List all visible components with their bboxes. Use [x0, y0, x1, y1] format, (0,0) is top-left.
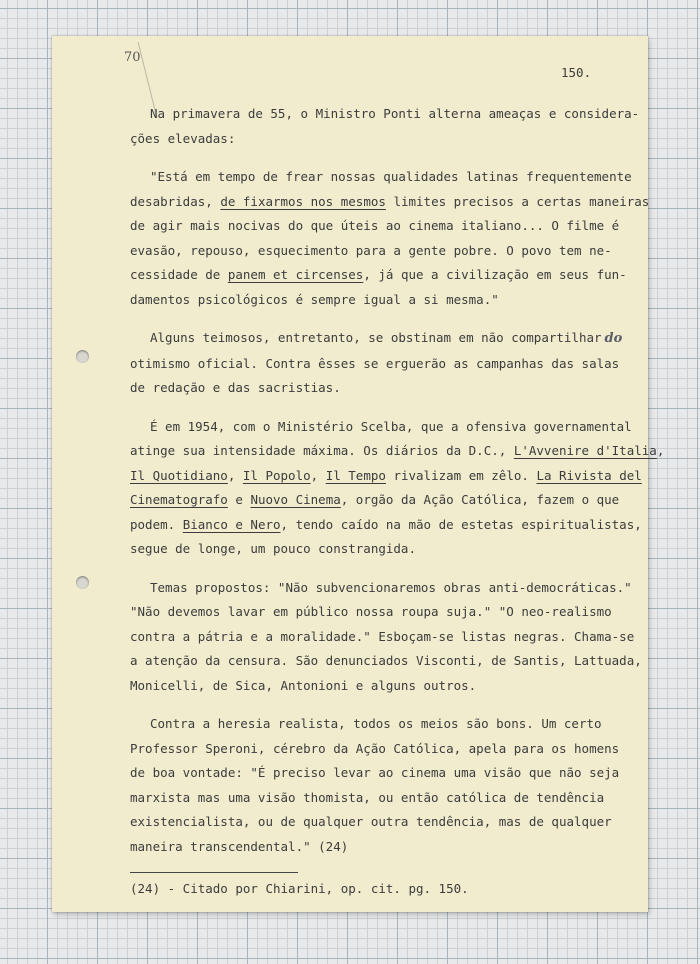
footnote-separator — [130, 872, 298, 873]
paragraph-5: Contra a heresia realista, todos os meios são bons. Um certo Professor Speroni, cérebro da Ação Católica, apela para os homens de boa vontade: "É preciso levar ao cinema uma visão que não seja marxista mas uma visão thomista, ou então católica de tendência existencialista, ou de qualquer outra tendência, mas de qualquer maneira transcendental." (24) — [130, 716, 620, 854]
handwritten-correction: do — [604, 331, 623, 346]
typed-page-number: 150. — [561, 65, 592, 80]
paragraph-3: É em 1954, com o Ministério Scelba, que a ofensiva governamental atinge sua intensidade máxima. Os diários da D.C., L'Avvenire d'Italia, Il Quotidiano, Il Popolo, Il Tempo rivalizam em zêlo. La Rivista del Cinematografo e Nuovo Cinema, orgão da Ação Católica, fazem o que podem. Bianco e Nero, tendo caído na mão de estetas espiritualistas, segue de longe, um pouco constrangida. — [130, 418, 665, 556]
punch-hole-top — [76, 350, 89, 363]
typed-page — [52, 36, 665, 912]
page-body — [130, 102, 665, 859]
footnote: (24) - Citado por Chiarini, op. cit. pg. 150. — [130, 881, 469, 896]
quote-1: "Está em tempo de frear nossas qualidades latinas frequentemente desabridas, de fixarmos nos mesmos limites precisos a certas maneiras de agir mais nocivas do que úteis ao cinema italiano... O filme é evasão, repouso, esquecimento para a gente pobre. O povo tem ne- cessidade de panem et circenses, já que a civilização em seus fun- damentos psicológicos é sempre igual a si mesma." — [130, 169, 650, 307]
paragraph-2: Alguns teimosos, entretanto, se obstinam em não compartilhar do otimismo oficial. Contra êsses se erguerão as campanhas das salas de redação e das sacristias. — [130, 330, 623, 395]
paragraph-1: Na primavera de 55, o Ministro Ponti alterna ameaças e considera- ções elevadas: — [130, 106, 640, 146]
handwritten-page-number: 70 — [124, 50, 141, 65]
paragraph-4: Temas propostos: "Não subvencionaremos obras anti-democráticas." "Não devemos lavar em público nossa roupa suja." "O neo-realismo contra a pátria e a moralidade." Esboçam-se listas negras. Chama-se a atenção da censura. São denunciados Visconti, de Santis, Lattuada, Monicelli, de Sica, Antonioni e alguns outros. — [130, 579, 642, 693]
punch-hole-bottom — [76, 576, 89, 589]
